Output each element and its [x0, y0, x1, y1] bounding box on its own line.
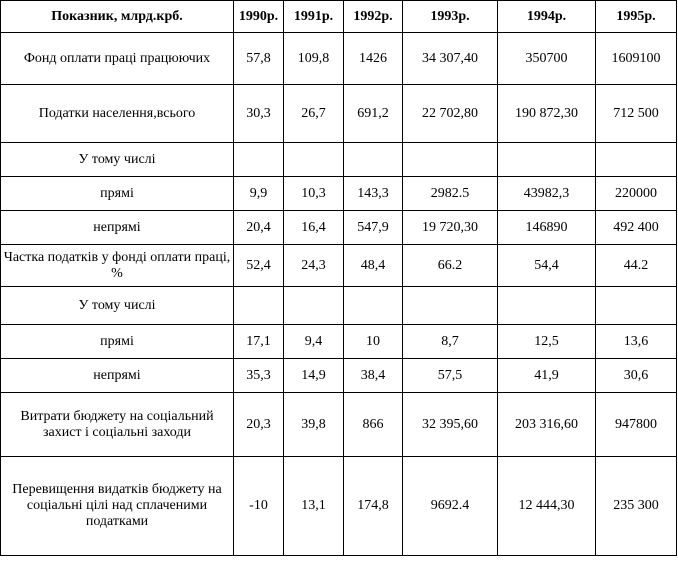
table-cell — [344, 287, 403, 325]
table-cell: 39,8 — [284, 393, 344, 457]
table-cell: 220000 — [596, 177, 677, 211]
table-row — [1, 211, 677, 245]
table-cell: 8,7 — [403, 325, 498, 359]
table-cell: 350700 — [498, 33, 596, 85]
row-label: Перевищення видатків бюджету на соціальні цілі над сплаченими податками — [1, 457, 234, 556]
table-cell: 19 720,30 — [403, 211, 498, 245]
table-cell: 9,9 — [234, 177, 284, 211]
table-cell: 26,7 — [284, 85, 344, 143]
table-cell: 38,4 — [344, 359, 403, 393]
table-cell: 35,3 — [234, 359, 284, 393]
table-cell: 52,4 — [234, 245, 284, 287]
table-cell — [284, 287, 344, 325]
table-row — [1, 325, 677, 359]
table-cell: 190 872,30 — [498, 85, 596, 143]
table-cell: 9,4 — [284, 325, 344, 359]
table-row — [1, 177, 677, 211]
table-cell: 14,9 — [284, 359, 344, 393]
table-cell — [403, 287, 498, 325]
table-cell: 17,1 — [234, 325, 284, 359]
table-cell: 48,4 — [344, 245, 403, 287]
header-year-1991: 1991р. — [284, 1, 344, 33]
table-cell: 57,5 — [403, 359, 498, 393]
table-cell: 1609100 — [596, 33, 677, 85]
table-row — [1, 457, 677, 556]
table-cell: 10 — [344, 325, 403, 359]
table-cell: 30,6 — [596, 359, 677, 393]
table-cell — [498, 143, 596, 177]
row-label: непрямі — [1, 211, 234, 245]
table-cell: 143,3 — [344, 177, 403, 211]
table-cell: 20,4 — [234, 211, 284, 245]
header-year-1994: 1994р. — [498, 1, 596, 33]
table-cell: -10 — [234, 457, 284, 556]
table-cell — [234, 287, 284, 325]
table-row — [1, 359, 677, 393]
header-year-1992: 1992р. — [344, 1, 403, 33]
row-label: прямі — [1, 325, 234, 359]
table-cell: 24,3 — [284, 245, 344, 287]
table-row — [1, 85, 677, 143]
table-cell: 22 702,80 — [403, 85, 498, 143]
header-indicator: Показник, млрд.крб. — [1, 1, 234, 33]
table-cell: 66.2 — [403, 245, 498, 287]
table-cell — [234, 143, 284, 177]
table-cell: 41,9 — [498, 359, 596, 393]
table-cell — [344, 143, 403, 177]
row-label: У тому числі — [1, 143, 234, 177]
table-cell: 712 500 — [596, 85, 677, 143]
table-cell: 57,8 — [234, 33, 284, 85]
table-cell: 12,5 — [498, 325, 596, 359]
table-cell — [596, 287, 677, 325]
table-cell: 16,4 — [284, 211, 344, 245]
table-cell: 691,2 — [344, 85, 403, 143]
table-cell: 2982.5 — [403, 177, 498, 211]
table-cell — [284, 143, 344, 177]
table-row — [1, 245, 677, 287]
header-year-1993: 1993р. — [403, 1, 498, 33]
table-cell: 12 444,30 — [498, 457, 596, 556]
table-row — [1, 143, 677, 177]
row-label: непрямі — [1, 359, 234, 393]
table-cell: 10,3 — [284, 177, 344, 211]
row-label: Витрати бюджету на соціальний захист і соціальні заходи — [1, 393, 234, 457]
table-cell: 547,9 — [344, 211, 403, 245]
table-cell — [498, 287, 596, 325]
table-cell: 174,8 — [344, 457, 403, 556]
table-cell: 43982,3 — [498, 177, 596, 211]
table-row — [1, 393, 677, 457]
table-cell: 54,4 — [498, 245, 596, 287]
table-cell: 30,3 — [234, 85, 284, 143]
table-cell: 109,8 — [284, 33, 344, 85]
table-row — [1, 33, 677, 85]
table-header-row — [1, 1, 677, 33]
row-label: Частка податків у фонді оплати праці, % — [1, 245, 234, 287]
table-cell — [596, 143, 677, 177]
table-cell: 13,1 — [284, 457, 344, 556]
table-cell: 1426 — [344, 33, 403, 85]
table-cell: 44.2 — [596, 245, 677, 287]
table-cell: 203 316,60 — [498, 393, 596, 457]
row-label: Фонд оплати праці працюючих — [1, 33, 234, 85]
table-cell: 13,6 — [596, 325, 677, 359]
table-row — [1, 287, 677, 325]
table-cell: 20,3 — [234, 393, 284, 457]
table-cell: 32 395,60 — [403, 393, 498, 457]
header-year-1995: 1995р. — [596, 1, 677, 33]
table-cell: 947800 — [596, 393, 677, 457]
row-label: У тому числі — [1, 287, 234, 325]
table-cell — [403, 143, 498, 177]
table-cell: 492 400 — [596, 211, 677, 245]
table-cell: 235 300 — [596, 457, 677, 556]
table-cell: 9692.4 — [403, 457, 498, 556]
header-year-1990: 1990р. — [234, 1, 284, 33]
row-label: прямі — [1, 177, 234, 211]
table-cell: 146890 — [498, 211, 596, 245]
row-label: Податки населення,всього — [1, 85, 234, 143]
table-cell: 34 307,40 — [403, 33, 498, 85]
table-cell: 866 — [344, 393, 403, 457]
